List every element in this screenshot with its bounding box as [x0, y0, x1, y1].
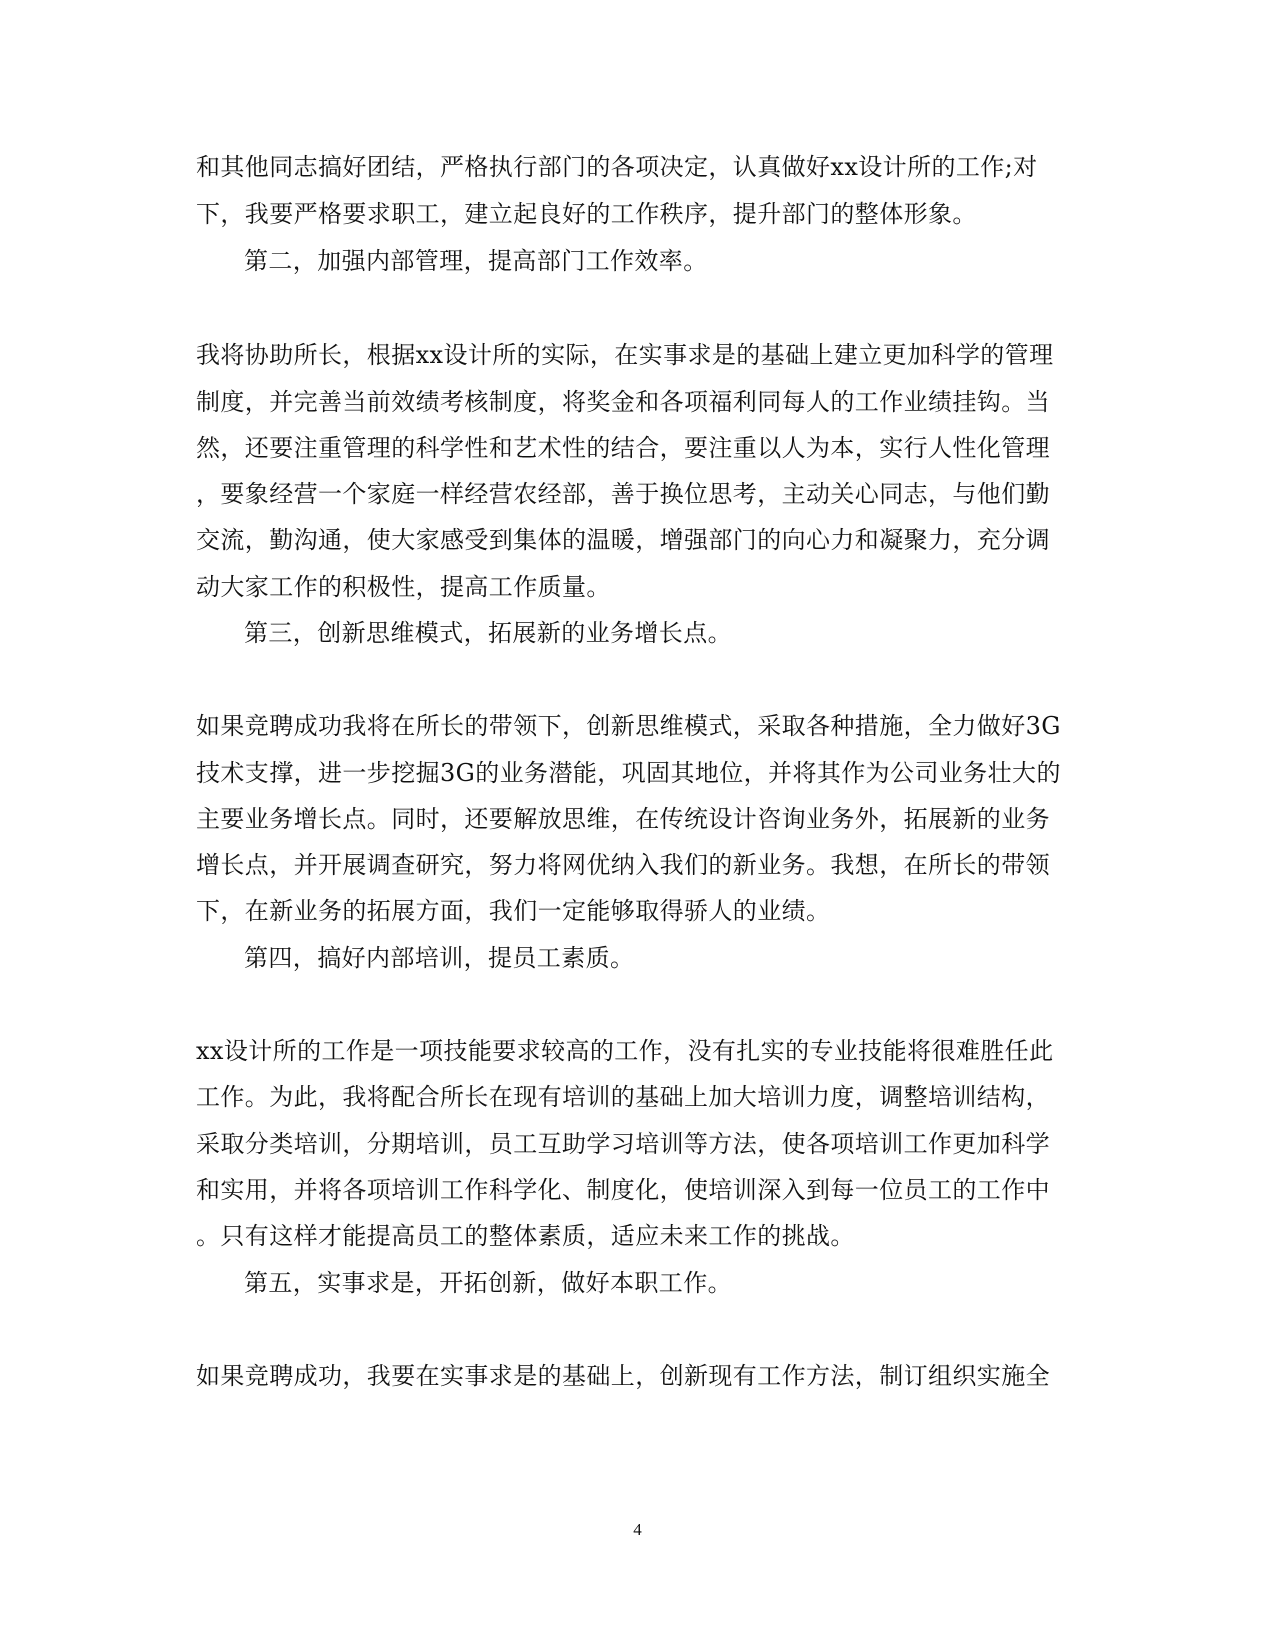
body-text-line: 主要业务增长点。同时，还要解放思维，在传统设计咨询业务外，拓展新的业务 [196, 805, 1050, 833]
body-text-line: 下，我要严格要求职工，建立起良好的工作秩序，提升部门的整体形象。 [196, 200, 977, 228]
body-text-line: ，要象经营一个家庭一样经营农经部，善于换位思考，主动关心同志，与他们勤 [196, 480, 1050, 508]
body-text-line: 动大家工作的积极性，提高工作质量。 [196, 573, 611, 601]
body-text-line: 交流，勤沟通，使大家感受到集体的温暖，增强部门的向心力和凝聚力，充分调 [196, 526, 1050, 554]
body-text-line: 制度，并完善当前效绩考核制度，将奖金和各项福利同每人的工作业绩挂钩。当 [196, 388, 1050, 416]
body-text-line: 采取分类培训，分期培训，员工互助学习培训等方法，使各项培训工作更加科学 [196, 1130, 1050, 1158]
body-text-line: 如果竞聘成功我将在所长的带领下，创新思维模式，采取各种措施，全力做好3G [196, 712, 1061, 740]
section-heading: 第二，加强内部管理，提高部门工作效率。 [244, 247, 708, 275]
body-text-line: 增长点，并开展调查研究，努力将网优纳入我们的新业务。我想，在所长的带领 [196, 851, 1050, 879]
body-text-line: 技术支撑，进一步挖掘3G的业务潜能，巩固其地位，并将其作为公司业务壮大的 [196, 759, 1061, 787]
body-text-line: 。只有这样才能提高员工的整体素质，适应未来工作的挑战。 [196, 1222, 855, 1250]
section-heading: 第四，搞好内部培训，提员工素质。 [244, 944, 635, 972]
body-text-line: 然，还要注重管理的科学性和艺术性的结合，要注重以人为本，实行人性化管理 [196, 434, 1050, 462]
body-text-line: 下，在新业务的拓展方面，我们一定能够取得骄人的业绩。 [196, 897, 831, 925]
body-text-line: xx设计所的工作是一项技能要求较高的工作，没有扎实的专业技能将很难胜任此 [196, 1037, 1054, 1065]
page-number: 4 [633, 1520, 642, 1539]
body-text-line: 和其他同志搞好团结，严格执行部门的各项决定，认真做好xx设计所的工作;对 [196, 153, 1038, 181]
section-heading: 第五，实事求是，开拓创新，做好本职工作。 [244, 1269, 732, 1297]
section-heading: 第三，创新思维模式，拓展新的业务增长点。 [244, 619, 732, 647]
body-text-line: 我将协助所长，根据xx设计所的实际，在实事求是的基础上建立更加科学的管理 [196, 341, 1054, 369]
body-text-line: 工作。为此，我将配合所长在现有培训的基础上加大培训力度，调整培训结构， [196, 1083, 1050, 1111]
body-text-line: 如果竞聘成功，我要在实事求是的基础上，创新现有工作方法，制订组织实施全 [196, 1362, 1050, 1390]
body-text-line: 和实用，并将各项培训工作科学化、制度化，使培训深入到每一位员工的工作中 [196, 1176, 1050, 1204]
